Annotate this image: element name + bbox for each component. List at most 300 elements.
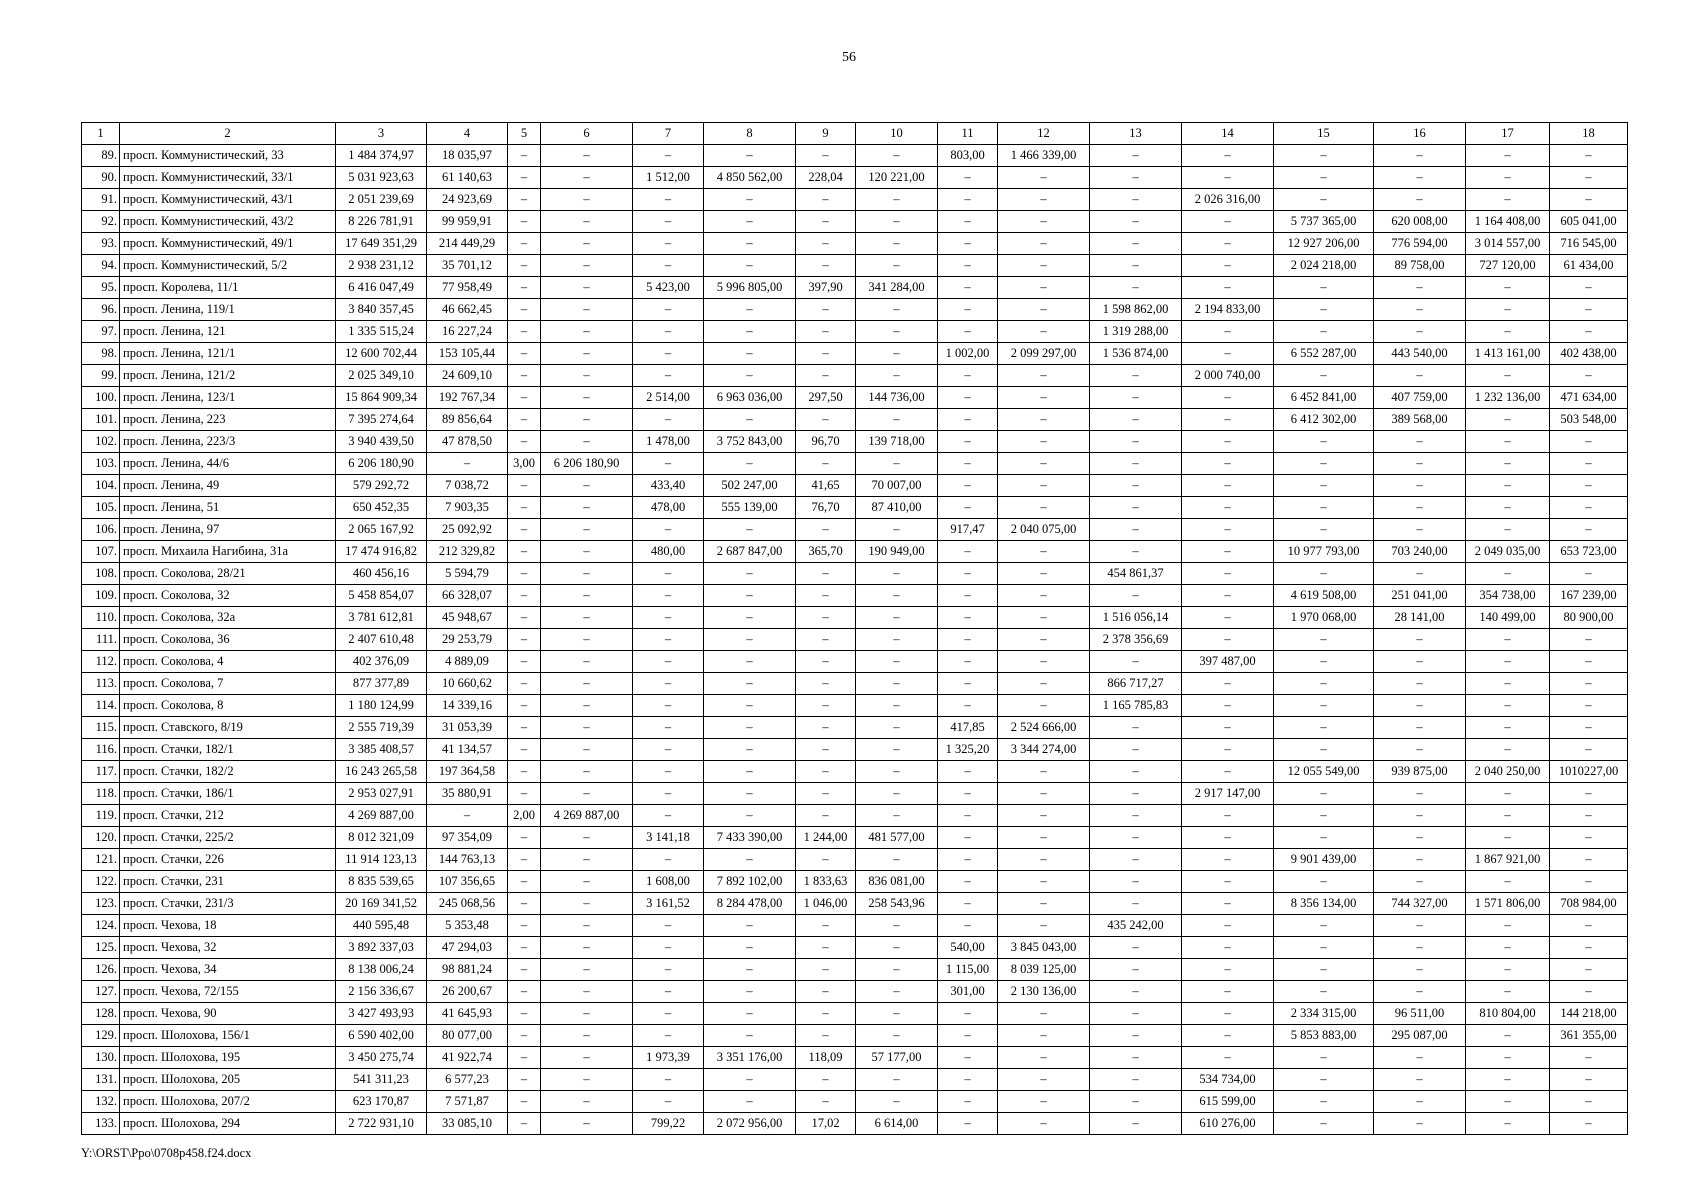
value-cell: 3 351 176,00 (704, 1047, 796, 1069)
value-cell: 8 356 134,00 (1274, 893, 1374, 915)
value-cell: – (1274, 1091, 1374, 1113)
address-cell: просп. Чехова, 32 (120, 937, 336, 959)
value-cell: 31 053,39 (427, 717, 508, 739)
value-cell: 96,70 (796, 431, 856, 453)
value-cell: 80 077,00 (427, 1025, 508, 1047)
value-cell: – (541, 915, 633, 937)
value-cell: 140 499,00 (1466, 607, 1550, 629)
value-cell: 402 376,09 (336, 651, 427, 673)
value-cell: – (1274, 189, 1374, 211)
value-cell: – (1550, 959, 1628, 981)
value-cell: 397,90 (796, 277, 856, 299)
value-cell: – (938, 255, 998, 277)
value-cell: – (856, 981, 938, 1003)
value-cell: 460 456,16 (336, 563, 427, 585)
value-cell: – (1182, 563, 1274, 585)
value-cell: 17 474 916,82 (336, 541, 427, 563)
value-cell: – (1374, 145, 1466, 167)
value-cell: 89 758,00 (1374, 255, 1466, 277)
table-row (82, 585, 1628, 607)
value-cell: – (796, 233, 856, 255)
value-cell: 28 141,00 (1374, 607, 1466, 629)
value-cell: – (998, 585, 1090, 607)
address-cell: просп. Коммунистический, 33 (120, 145, 336, 167)
address-cell: просп. Коммунистический, 5/2 (120, 255, 336, 277)
value-cell: 25 092,92 (427, 519, 508, 541)
value-cell: – (1466, 453, 1550, 475)
value-cell: – (1274, 1047, 1374, 1069)
value-cell: – (856, 695, 938, 717)
value-cell: – (1182, 475, 1274, 497)
value-cell: – (1090, 167, 1182, 189)
value-cell: – (1550, 189, 1628, 211)
value-cell: – (541, 145, 633, 167)
value-cell: – (1466, 519, 1550, 541)
value-cell: – (1090, 541, 1182, 563)
address-cell: просп. Ленина, 121/2 (120, 365, 336, 387)
value-cell: – (998, 893, 1090, 915)
value-cell: – (541, 1025, 633, 1047)
value-cell: 66 328,07 (427, 585, 508, 607)
value-cell: – (938, 387, 998, 409)
value-cell: – (856, 761, 938, 783)
value-cell: – (796, 211, 856, 233)
value-cell: – (1550, 805, 1628, 827)
value-cell: 799,22 (633, 1113, 704, 1135)
value-cell: – (1550, 629, 1628, 651)
value-cell: 41,65 (796, 475, 856, 497)
value-cell: 435 242,00 (1090, 915, 1182, 937)
value-cell: – (541, 321, 633, 343)
value-cell: – (1550, 563, 1628, 585)
value-cell: – (1182, 321, 1274, 343)
value-cell: 579 292,72 (336, 475, 427, 497)
value-cell: – (938, 871, 998, 893)
value-cell: 2 514,00 (633, 387, 704, 409)
address-cell: просп. Шолохова, 294 (120, 1113, 336, 1135)
value-cell: 917,47 (938, 519, 998, 541)
value-cell: – (704, 783, 796, 805)
value-cell: – (796, 409, 856, 431)
value-cell: – (633, 959, 704, 981)
row-number-cell: 127. (82, 981, 120, 1003)
value-cell: 6 963 036,00 (704, 387, 796, 409)
value-cell: – (998, 849, 1090, 871)
value-cell: – (998, 299, 1090, 321)
value-cell: 26 200,67 (427, 981, 508, 1003)
value-cell: – (1274, 431, 1374, 453)
value-cell: – (541, 959, 633, 981)
value-cell: – (998, 761, 1090, 783)
value-cell: 5 458 854,07 (336, 585, 427, 607)
value-cell: – (1550, 453, 1628, 475)
value-cell: 653 723,00 (1550, 541, 1628, 563)
value-cell: – (508, 563, 541, 585)
value-cell: – (704, 189, 796, 211)
value-cell: – (938, 1069, 998, 1091)
value-cell: – (1090, 651, 1182, 673)
value-cell: 1 046,00 (796, 893, 856, 915)
value-cell: – (1274, 145, 1374, 167)
value-cell: 80 900,00 (1550, 607, 1628, 629)
value-cell: 35 880,91 (427, 783, 508, 805)
row-number-cell: 90. (82, 167, 120, 189)
value-cell: 3 014 557,00 (1466, 233, 1550, 255)
value-cell: 61 434,00 (1550, 255, 1628, 277)
row-number-cell: 106. (82, 519, 120, 541)
value-cell: – (633, 519, 704, 541)
value-cell: – (1182, 211, 1274, 233)
value-cell: 6 416 047,49 (336, 277, 427, 299)
address-cell: просп. Стачки, 182/2 (120, 761, 336, 783)
value-cell: – (541, 1113, 633, 1135)
value-cell: – (704, 629, 796, 651)
table-row (82, 1025, 1628, 1047)
value-cell: 1 598 862,00 (1090, 299, 1182, 321)
value-cell: – (1274, 519, 1374, 541)
value-cell: – (1374, 1047, 1466, 1069)
row-number-cell: 95. (82, 277, 120, 299)
value-cell: – (856, 453, 938, 475)
value-cell: – (704, 695, 796, 717)
value-cell: – (1466, 497, 1550, 519)
row-number-cell: 120. (82, 827, 120, 849)
value-cell: 3 427 493,93 (336, 1003, 427, 1025)
value-cell: 433,40 (633, 475, 704, 497)
value-cell: – (704, 365, 796, 387)
value-cell: 4 269 887,00 (336, 805, 427, 827)
value-cell: – (508, 1047, 541, 1069)
value-cell: 2 025 349,10 (336, 365, 427, 387)
value-cell: 24 923,69 (427, 189, 508, 211)
value-cell: – (856, 189, 938, 211)
value-cell: – (796, 783, 856, 805)
value-cell: – (1374, 783, 1466, 805)
value-cell: 46 662,45 (427, 299, 508, 321)
value-cell: 16 227,24 (427, 321, 508, 343)
value-cell: – (856, 365, 938, 387)
value-cell: 35 701,12 (427, 255, 508, 277)
address-cell: просп. Михаила Нагибина, 31а (120, 541, 336, 563)
value-cell: 2 722 931,10 (336, 1113, 427, 1135)
value-cell: – (796, 607, 856, 629)
value-cell: 12 055 549,00 (1274, 761, 1374, 783)
value-cell: – (856, 211, 938, 233)
value-cell: – (633, 849, 704, 871)
value-cell: – (998, 1025, 1090, 1047)
value-cell: 8 226 781,91 (336, 211, 427, 233)
value-cell: 8 138 006,24 (336, 959, 427, 981)
value-cell: 2 040 250,00 (1466, 761, 1550, 783)
table-row (82, 805, 1628, 827)
value-cell: 29 253,79 (427, 629, 508, 651)
value-cell: – (938, 409, 998, 431)
table-row (82, 1113, 1628, 1135)
value-cell: – (1466, 145, 1550, 167)
value-cell: – (633, 409, 704, 431)
value-cell: – (633, 739, 704, 761)
table-row (82, 871, 1628, 893)
value-cell: 1 165 785,83 (1090, 695, 1182, 717)
value-cell: – (1090, 783, 1182, 805)
value-cell: 1 516 056,14 (1090, 607, 1182, 629)
value-cell: – (1090, 277, 1182, 299)
value-cell: – (796, 849, 856, 871)
address-cell: просп. Ленина, 223 (120, 409, 336, 431)
value-cell: – (856, 343, 938, 365)
value-cell: – (1550, 365, 1628, 387)
table-row (82, 1047, 1628, 1069)
value-cell: – (938, 673, 998, 695)
address-cell: просп. Стачки, 231/3 (120, 893, 336, 915)
value-cell: – (508, 387, 541, 409)
value-cell: – (1274, 475, 1374, 497)
table-row (82, 959, 1628, 981)
value-cell: – (1182, 981, 1274, 1003)
value-cell: 45 948,67 (427, 607, 508, 629)
value-cell: 98 881,24 (427, 959, 508, 981)
value-cell: 480,00 (633, 541, 704, 563)
value-cell: – (1374, 871, 1466, 893)
value-cell: 744 327,00 (1374, 893, 1466, 915)
header-cell: 11 (938, 123, 998, 145)
value-cell: – (796, 981, 856, 1003)
value-cell: 354 738,00 (1466, 585, 1550, 607)
value-cell: – (938, 783, 998, 805)
value-cell: 2 049 035,00 (1466, 541, 1550, 563)
value-cell: 2,00 (508, 805, 541, 827)
value-cell: – (1182, 585, 1274, 607)
value-cell: – (541, 497, 633, 519)
value-cell: – (704, 959, 796, 981)
value-cell: 708 984,00 (1550, 893, 1628, 915)
table-row (82, 607, 1628, 629)
value-cell: 15 864 909,34 (336, 387, 427, 409)
value-cell: – (998, 1113, 1090, 1135)
value-cell: – (998, 233, 1090, 255)
value-cell: – (1182, 827, 1274, 849)
value-cell: – (541, 695, 633, 717)
value-cell: – (508, 893, 541, 915)
value-cell: – (633, 629, 704, 651)
value-cell: – (633, 607, 704, 629)
header-cell: 15 (1274, 123, 1374, 145)
value-cell: – (541, 849, 633, 871)
value-cell: – (1466, 739, 1550, 761)
value-cell: – (704, 1091, 796, 1113)
value-cell: 1 244,00 (796, 827, 856, 849)
address-cell: просп. Чехова, 90 (120, 1003, 336, 1025)
value-cell: 77 958,49 (427, 277, 508, 299)
value-cell: – (1274, 1069, 1374, 1091)
value-cell: 1 413 161,00 (1466, 343, 1550, 365)
value-cell: 10 660,62 (427, 673, 508, 695)
value-cell: – (856, 233, 938, 255)
value-cell: 7 903,35 (427, 497, 508, 519)
value-cell: 650 452,35 (336, 497, 427, 519)
value-cell: – (633, 981, 704, 1003)
value-cell: – (1274, 629, 1374, 651)
value-cell: – (796, 1069, 856, 1091)
value-cell: 7 395 274,64 (336, 409, 427, 431)
value-cell: – (541, 585, 633, 607)
value-cell: 2 156 336,67 (336, 981, 427, 1003)
value-cell: – (1466, 431, 1550, 453)
value-cell: – (1466, 805, 1550, 827)
value-cell: – (1274, 453, 1374, 475)
value-cell: 14 339,16 (427, 695, 508, 717)
value-cell: – (796, 299, 856, 321)
value-cell: – (633, 1091, 704, 1113)
value-cell: – (998, 563, 1090, 585)
value-cell: 623 170,87 (336, 1091, 427, 1113)
value-cell: 540,00 (938, 937, 998, 959)
value-cell: – (856, 409, 938, 431)
value-cell: 57 177,00 (856, 1047, 938, 1069)
value-cell: – (938, 299, 998, 321)
table-row (82, 717, 1628, 739)
header-cell: 9 (796, 123, 856, 145)
value-cell: – (1182, 145, 1274, 167)
value-cell: – (1550, 475, 1628, 497)
value-cell: 1 232 136,00 (1466, 387, 1550, 409)
value-cell: – (704, 1025, 796, 1047)
value-cell: – (541, 827, 633, 849)
row-number-cell: 125. (82, 937, 120, 959)
value-cell: – (1090, 1025, 1182, 1047)
value-cell: – (1090, 409, 1182, 431)
value-cell: – (938, 1047, 998, 1069)
row-number-cell: 114. (82, 695, 120, 717)
row-number-cell: 98. (82, 343, 120, 365)
value-cell: – (938, 453, 998, 475)
value-cell: – (998, 1091, 1090, 1113)
header-cell: 7 (633, 123, 704, 145)
row-number-cell: 100. (82, 387, 120, 409)
value-cell: – (796, 673, 856, 695)
value-cell: – (1550, 783, 1628, 805)
value-cell: 776 594,00 (1374, 233, 1466, 255)
value-cell: – (856, 717, 938, 739)
value-cell: 6 452 841,00 (1274, 387, 1374, 409)
header-cell: 8 (704, 123, 796, 145)
value-cell: – (1274, 937, 1374, 959)
value-cell: 167 239,00 (1550, 585, 1628, 607)
value-cell: – (508, 541, 541, 563)
value-cell: 2 040 075,00 (998, 519, 1090, 541)
table-row (82, 1003, 1628, 1025)
value-cell: – (938, 1091, 998, 1113)
value-cell: 47 878,50 (427, 431, 508, 453)
value-cell: 8 835 539,65 (336, 871, 427, 893)
value-cell: – (796, 959, 856, 981)
value-cell: 6 614,00 (856, 1113, 938, 1135)
table-row (82, 629, 1628, 651)
value-cell: – (1466, 299, 1550, 321)
value-cell: 2 072 956,00 (704, 1113, 796, 1135)
value-cell: – (541, 629, 633, 651)
value-cell: – (938, 1025, 998, 1047)
address-cell: просп. Соколова, 4 (120, 651, 336, 673)
value-cell: – (1374, 1069, 1466, 1091)
value-cell: – (508, 475, 541, 497)
value-cell: – (1550, 915, 1628, 937)
row-number-cell: 121. (82, 849, 120, 871)
value-cell: 6 206 180,90 (541, 453, 633, 475)
value-cell: – (541, 673, 633, 695)
value-cell: – (1182, 431, 1274, 453)
value-cell: – (1274, 563, 1374, 585)
value-cell: – (938, 431, 998, 453)
value-cell: – (1466, 1113, 1550, 1135)
value-cell: – (1182, 739, 1274, 761)
value-cell: – (1550, 739, 1628, 761)
row-number-cell: 123. (82, 893, 120, 915)
value-cell: 610 276,00 (1182, 1113, 1274, 1135)
value-cell: – (633, 585, 704, 607)
address-cell: просп. Ленина, 44/6 (120, 453, 336, 475)
value-cell: – (1182, 717, 1274, 739)
address-cell: просп. Чехова, 18 (120, 915, 336, 937)
value-cell: – (633, 233, 704, 255)
value-cell: 1 180 124,99 (336, 695, 427, 717)
value-cell: – (938, 167, 998, 189)
value-cell: 190 949,00 (856, 541, 938, 563)
address-cell: просп. Стачки, 225/2 (120, 827, 336, 849)
value-cell: 389 568,00 (1374, 409, 1466, 431)
value-cell: 9 901 439,00 (1274, 849, 1374, 871)
row-number-cell: 132. (82, 1091, 120, 1113)
value-cell: – (633, 695, 704, 717)
value-cell: – (796, 1003, 856, 1025)
value-cell: – (508, 629, 541, 651)
value-cell: – (633, 1025, 704, 1047)
value-cell: – (1374, 739, 1466, 761)
value-cell: – (856, 145, 938, 167)
row-number-cell: 112. (82, 651, 120, 673)
value-cell: 144 218,00 (1550, 1003, 1628, 1025)
table-row (82, 849, 1628, 871)
value-cell: – (508, 277, 541, 299)
value-cell: – (704, 343, 796, 365)
value-cell: – (541, 167, 633, 189)
value-cell: – (1550, 519, 1628, 541)
value-cell: – (796, 739, 856, 761)
value-cell: – (796, 519, 856, 541)
value-cell: – (1374, 277, 1466, 299)
table-row (82, 981, 1628, 1003)
value-cell: – (704, 937, 796, 959)
value-cell: – (796, 585, 856, 607)
row-number-cell: 96. (82, 299, 120, 321)
value-cell: – (1374, 827, 1466, 849)
value-cell: 5 996 805,00 (704, 277, 796, 299)
table-row (82, 673, 1628, 695)
value-cell: 810 804,00 (1466, 1003, 1550, 1025)
value-cell: – (1466, 915, 1550, 937)
value-cell: – (998, 277, 1090, 299)
address-cell: просп. Ленина, 119/1 (120, 299, 336, 321)
value-cell: 1 867 921,00 (1466, 849, 1550, 871)
value-cell: 20 169 341,52 (336, 893, 427, 915)
value-cell: 1 512,00 (633, 167, 704, 189)
table-row (82, 233, 1628, 255)
value-cell: – (1374, 453, 1466, 475)
value-cell: – (796, 453, 856, 475)
value-cell: – (633, 1069, 704, 1091)
value-cell: – (938, 915, 998, 937)
value-cell: 1010227,00 (1550, 761, 1628, 783)
